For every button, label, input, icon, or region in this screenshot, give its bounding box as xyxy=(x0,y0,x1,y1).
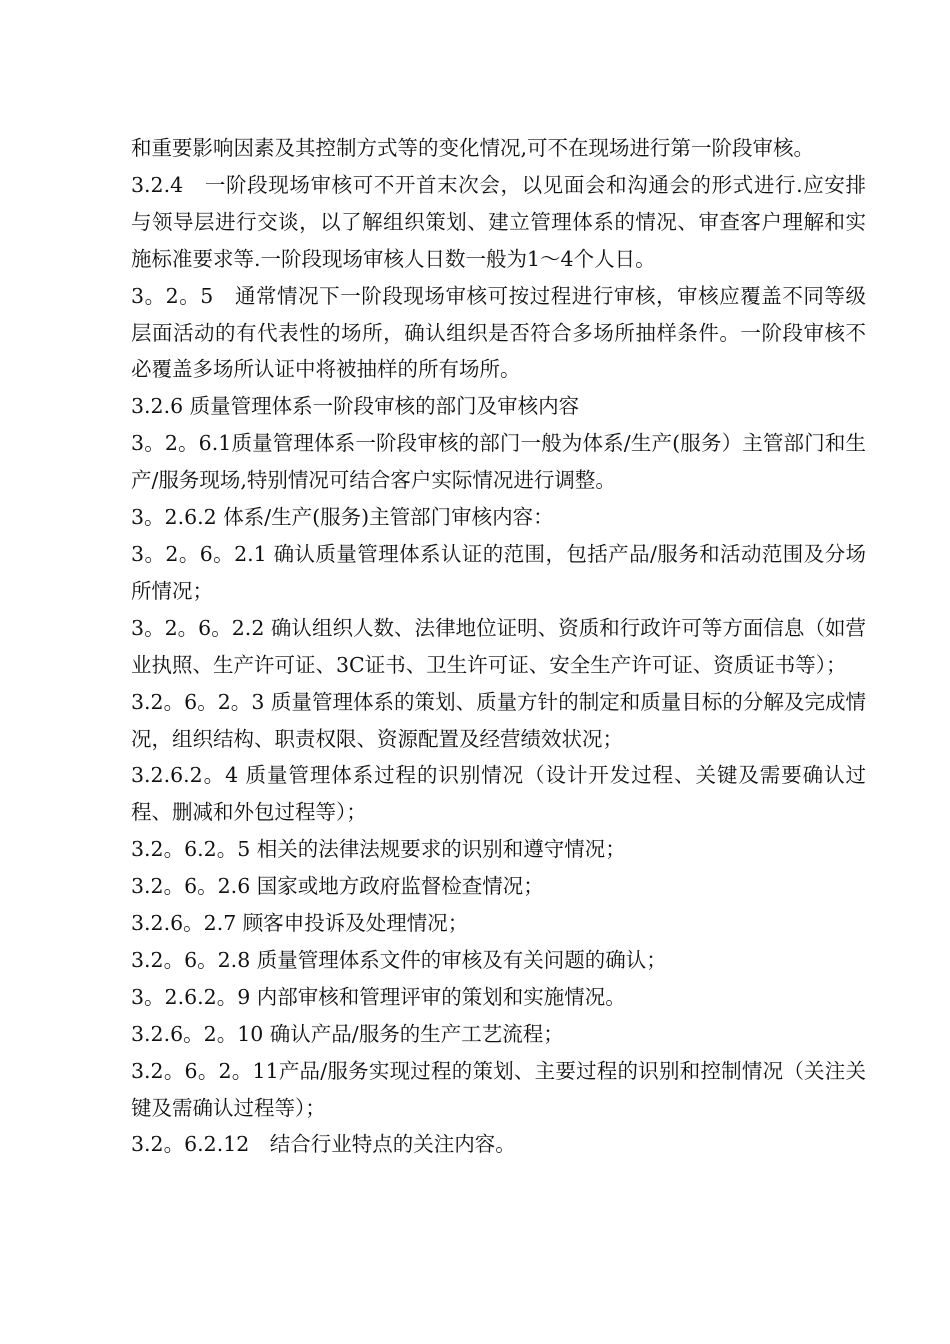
document-body xyxy=(131,130,866,1163)
list-item: 3.2。6.2.12 结合行业特点的关注内容。 xyxy=(131,1132,516,1157)
paragraph: 3。2。5 通常情况下一阶段现场审核可按过程进行审核，审核应覆盖不同等级层面活动的有代表性的场所，确认组织是否符合多场所抽样条件。一阶段审核不必覆盖多场所认证中将被抽样的所有场所。 xyxy=(131,283,866,382)
list-item: 3.2。6。2.8 质量管理体系文件的审核及有关问题的确认； xyxy=(131,947,667,972)
list-item: 3.2.6。2.7 顾客申投诉及处理情况； xyxy=(131,911,469,936)
paragraph: 3.2.4 一阶段现场审核可不开首末次会，以见面会和沟通会的形式进行.应安排与领导层进行交谈，以了解组织策划、建立管理体系的情况、审查客户理解和实施标准要求等.一阶段现场审核人日数一般为1～4个人日。 xyxy=(131,172,866,271)
list-item: 3.2。6.2。5 相关的法律法规要求的识别和遵守情况； xyxy=(131,837,626,862)
list-item: 3.2.6.2。4 质量管理体系过程的识别情况（设计开发过程、关键及需要确认过程、删减和外包过程等）； xyxy=(131,763,866,825)
list-item: 3。2。6。2.2 确认组织人数、法律地位证明、资质和行政许可等方面信息（如营业执照、生产许可证、3C证书、卫生许可证、安全生产许可证、资质证书等）； xyxy=(131,615,866,677)
list-item: 3.2。6。2。3 质量管理体系的策划、质量方针的制定和质量目标的分解及完成情况，组织结构、职责权限、资源配置及经营绩效状况； xyxy=(131,689,866,751)
subsection-heading: 3。2.6.2 体系/生产(服务)主管部门审核内容： xyxy=(131,505,554,530)
list-item: 3。2.6.2。9 内部审核和管理评审的策划和实施情况。 xyxy=(131,984,626,1009)
section-heading: 3.2.6 质量管理体系一阶段审核的部门及审核内容 xyxy=(131,394,580,419)
list-item: 3。2。6。2.1 确认质量管理体系认证的范围，包括产品/服务和活动范围及分场所情况； xyxy=(131,541,866,603)
list-item: 3.2。6。2.6 国家或地方政府监督检查情况； xyxy=(131,874,544,899)
paragraph: 3。2。6.1质量管理体系一阶段审核的部门一般为体系/生产(服务）主管部门和生产/服务现场,特别情况可结合客户实际情况进行调整。 xyxy=(131,431,866,493)
list-item: 3.2.6。2。10 确认产品/服务的生产工艺流程； xyxy=(131,1021,564,1046)
paragraph: 和重要影响因素及其控制方式等的变化情况,可不在现场进行第一阶段审核。 xyxy=(131,136,815,160)
list-item: 3.2。6。2。11产品/服务实现过程的策划、主要过程的识别和控制情况（关注关键及需确认过程等）； xyxy=(131,1058,866,1120)
